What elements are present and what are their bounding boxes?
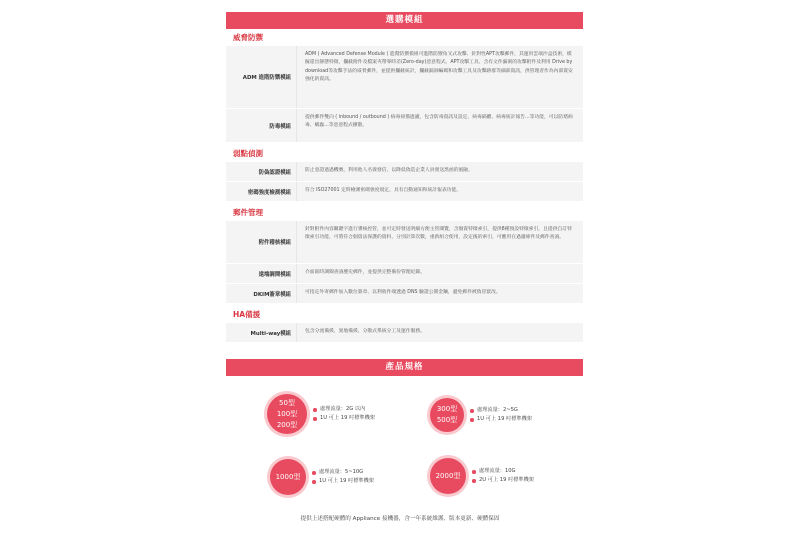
model-label: 2000型: [435, 471, 461, 480]
spec-bullet: 1U 可上 19 吋標準機架: [313, 414, 375, 423]
module-desc: 針對附件內容關鍵字進行審核控管，並可定時發送明細方便主管閱覽，含個資特徵索引，提供8種預設特徵索引，且提供自訂特徵索引功能，可將符合個資法保護的資料，分別計算次數，重新組合使用，設定後的索引，可應用在過濾條件及郵件查詢。: [296, 221, 583, 263]
model-label: 300型: [436, 405, 458, 413]
module-desc: 提供郵件雙向 ( inbound / outbound ) 病毒掃描過濾，包含防毒資訊及設定、病毒隔離、病毒統計報告...等功能，可以防堵病毒、蠕蟲...等惡意程式擴散。: [296, 109, 583, 142]
spec-bullet: 處理流量：2~5G: [470, 406, 532, 415]
spec-bullet: 1U 可上 19 吋標準機架: [312, 477, 374, 486]
spec-bullet: 處理流量：5~10G: [312, 468, 374, 477]
table-row: [226, 284, 583, 303]
modules-panel: [226, 12, 583, 343]
specs-header: 產品規格: [226, 359, 583, 376]
module-desc: 防止惡證過過機號，利用他人名義發信，以降低偽造企業人員發送黑函的風險。: [296, 162, 583, 181]
section-title-ha: HA備援: [233, 310, 261, 319]
spec-bullet: 處理流量：2G 以內: [313, 405, 375, 414]
module-name: 防毒模組: [269, 123, 291, 130]
module-name: 附件稽核模組: [258, 240, 291, 246]
spec-bullets: [470, 406, 532, 424]
spec-item: [430, 398, 532, 432]
module-name: 防偽認證模組: [258, 169, 291, 176]
model-badge: [270, 459, 306, 495]
module-name: 密碼強度檢測模組: [247, 189, 291, 196]
module-name: 遠端調閱模組: [258, 271, 291, 278]
model-label: 50型: [279, 398, 295, 407]
module-desc: ADM ( Advanced Defense Module ) 進階防禦模組可進階防禦角叉式攻擊、針對性APT攻擊郵件，其運用雲端沙盒技術，模擬還出靜態特徵，攔截附件及檔案夾帶零時差(Zero-day)惡意程式、APT攻擊工具、含有文件漏洞的攻擊附件及利用 Drive by download等攻擊手法的威脅郵件，並提供攔截統計，攔截漏洞編碼和攻擊工具及攻擊跡群等細部資訊，供管理者作為內部資安強化的資訊。: [296, 46, 583, 108]
spec-bullet: 2U 可上 19 吋標準機架: [472, 476, 534, 485]
module-desc: 包含分流備援、異地備援、分散式系統分工及運作服務。: [296, 323, 583, 342]
module-desc: 介面區時調閱查詢歷史郵件，並提供完整備份管理紀錄。: [296, 264, 583, 283]
module-name: ADM 進階防禦模組: [242, 75, 291, 81]
spec-item: [430, 458, 534, 494]
model-badge: [430, 458, 466, 494]
model-label: 200型: [276, 420, 298, 429]
model-label: 1000型: [275, 472, 301, 481]
table-row: [226, 264, 583, 283]
model-label: 500型: [436, 416, 458, 424]
modules-header: 選購模組: [226, 12, 583, 29]
footer-note: 提供上述搭配硬體的 Appliance 接機器，含一年系統維護、版本更新、硬體保固: [300, 516, 500, 522]
model-label: 100型: [276, 409, 298, 418]
table-row: [226, 109, 583, 142]
table-row: [226, 162, 583, 181]
table-row: [226, 46, 583, 108]
module-desc: 符合 ISO27001 定時檢測密碼強度規定，具有自動通知和統計報表功能。: [296, 182, 583, 201]
spec-item: [267, 394, 375, 434]
table-row: [226, 323, 583, 342]
section-title-threat: 威脅防禦: [233, 33, 263, 42]
section-title-mail: 郵件管理: [233, 208, 263, 217]
table-row: [226, 221, 583, 263]
section-title-vulnerability: 弱點偵測: [233, 149, 263, 158]
table-row: [226, 182, 583, 201]
module-name: Multi-way模組: [250, 330, 291, 337]
spec-item: [270, 459, 374, 495]
spec-bullets: [472, 467, 534, 485]
model-badge: [267, 394, 307, 434]
module-desc: 可指定外寄郵件加入數位簽章，以利收件端透過 DNS 驗證公開金鑰，避免郵件被偽冒竄改。: [296, 284, 583, 303]
spec-bullet: 處理流量：10G: [472, 467, 534, 476]
spec-bullet: 1U 可上 19 吋標準機架: [470, 415, 532, 424]
spec-bullets: [312, 468, 374, 486]
spec-bullets: [313, 405, 375, 423]
model-badge: [430, 398, 464, 432]
module-name: DKIM簽章模組: [253, 291, 291, 298]
